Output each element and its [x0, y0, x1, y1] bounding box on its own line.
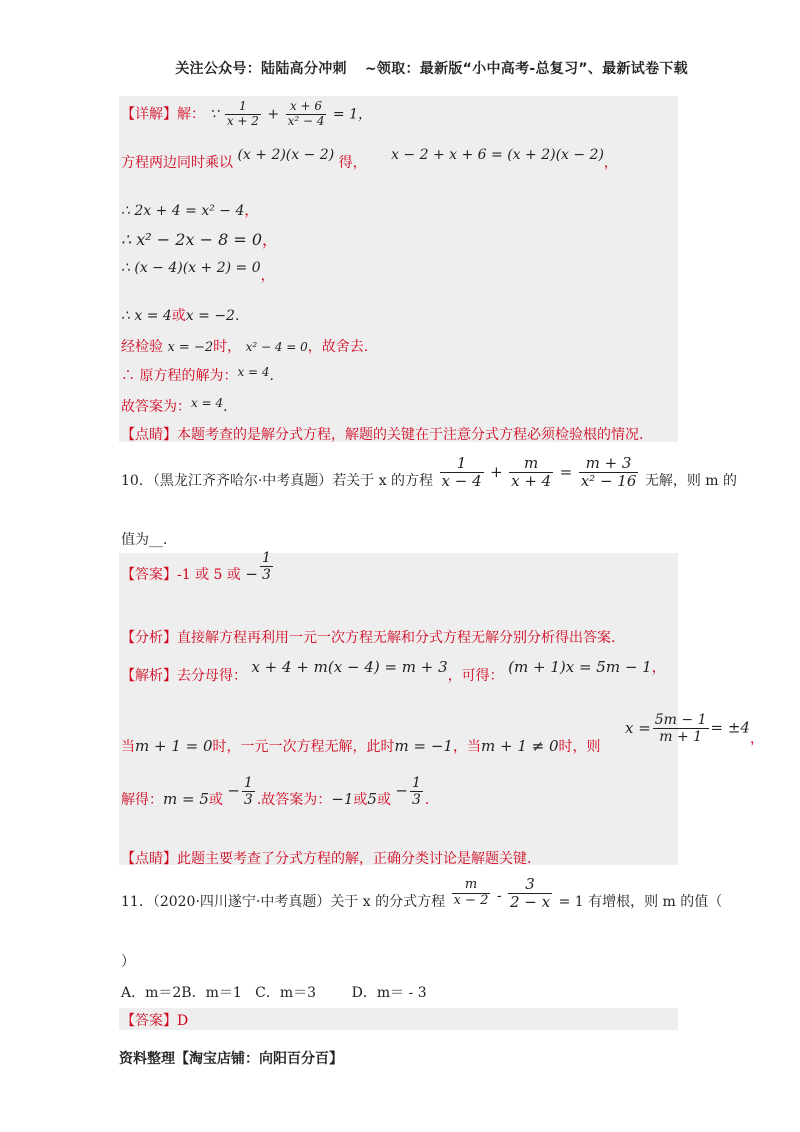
x-fraction	[653, 712, 709, 745]
answer-expr-9: x = 4	[191, 396, 224, 410]
case-value-1: m = −1	[394, 736, 453, 755]
or-text: 或	[171, 308, 186, 324]
solve-frac-den: 3	[243, 792, 253, 809]
solution-line	[121, 365, 274, 385]
solution-block-10	[119, 553, 678, 865]
answer-frac-10-num: 1	[261, 550, 271, 566]
question-11-line-2: ）	[121, 954, 135, 970]
q11-frac-b-den: 2 − x	[510, 893, 551, 912]
step-2	[121, 227, 278, 250]
fraction-2	[286, 100, 327, 129]
q11-frac-a-num: m	[452, 878, 491, 894]
question-11	[121, 876, 722, 912]
check-expr: x = −2	[167, 340, 214, 355]
solve-frac-2-den: 3	[411, 792, 421, 809]
multiply-result: x − 2 + x + 6 = (x + 2)(x − 2)	[391, 147, 604, 163]
answer-tag-11: 【答案】	[121, 1013, 177, 1029]
x-fraction-num: 5m − 1	[654, 712, 707, 728]
x-end: ，	[749, 730, 764, 747]
step-3-expr: ∴ (x − 4)(x + 2) = 0	[121, 260, 261, 276]
step-1-expr: ∴ 2x + 4 = x² − 4	[121, 203, 245, 219]
answer-block-11	[119, 1008, 678, 1030]
q10-frac-a-den: x − 4	[441, 472, 482, 491]
case-cond-2: m + 1 ≠ 0	[480, 736, 559, 755]
check-when: 时，	[213, 339, 242, 355]
detail-line	[121, 100, 372, 129]
analysis-text: 直接解方程再利用一元一次方程无解和分式方程无解分别分析得出答案.	[177, 630, 616, 646]
solve-or-2: 或	[353, 791, 368, 808]
solve-text: 解得：	[121, 791, 163, 808]
step-2-expr: ∴ x² − 2x − 8 = 0	[121, 230, 262, 249]
detail-tag: 【详解】	[121, 106, 177, 123]
step-3-punct: ，	[260, 268, 275, 284]
x-fraction-den: m + 1	[659, 729, 703, 746]
question-10-prefix: 10．（黑龙江齐齐哈尔·中考真题）若关于 x 的方程	[121, 472, 434, 489]
question-11-prefix: 11．（2020·四川遂宁·中考真题）关于 x 的分式方程	[121, 893, 446, 910]
question-10-line-2: 值为__.	[121, 532, 168, 548]
plus-sign: +	[267, 106, 280, 123]
question-10-suffix: 无解，则 m 的	[644, 472, 738, 489]
check-text: 经检验	[121, 339, 163, 355]
solve-frac	[242, 775, 255, 808]
dot: .	[234, 308, 240, 324]
q10-frac-b-num: m	[509, 455, 553, 473]
case-text-3: 时，则	[558, 738, 601, 755]
step-4-expr-a: ∴ x = 4	[121, 308, 172, 324]
solution-text: ∴ 原方程的解为：	[121, 368, 238, 384]
solution-expr: x = 4	[237, 365, 270, 379]
answer-line-10	[121, 550, 275, 584]
solve-line	[121, 775, 429, 808]
answer-frac-10	[260, 550, 273, 583]
solve-or: 或	[208, 791, 223, 808]
answer-frac-10-den: 3	[261, 567, 271, 584]
page-footer: 资料整理【淘宝店铺：向阳百分百】	[119, 1051, 343, 1067]
comment-text-10: 此题主要考查了分式方程的解，正确分类讨论是解题关键.	[177, 851, 532, 867]
solve-value-1: −1	[331, 789, 354, 808]
q10-plus: +	[490, 462, 503, 481]
header-left: 关注公众号：陆陆高分冲刺	[175, 61, 347, 77]
answer-value-11: D	[177, 1013, 189, 1029]
step-3	[121, 257, 275, 284]
comment-line-9	[121, 424, 643, 444]
because-symbol: ∵	[209, 106, 219, 123]
answer-text-10: -1 或 5 或	[177, 566, 241, 583]
q11-frac-b-num: 3	[508, 876, 552, 894]
solve-or-3: 或	[376, 791, 391, 808]
solve-answer-text: .故答案为：	[256, 791, 332, 808]
q10-frac-b	[509, 455, 553, 491]
q11-minus: -	[496, 887, 502, 904]
fraction-1-num: 1	[225, 100, 261, 115]
jiexi-line	[121, 657, 666, 684]
jiexi-tag: 【解析】	[121, 668, 177, 684]
solve-frac-num: 1	[243, 775, 253, 791]
x-result: = ±4	[710, 718, 750, 737]
jiexi-mid: ，可得：	[447, 668, 504, 684]
detail-text: 解：	[177, 106, 205, 123]
check-end: ，故舍去.	[307, 339, 369, 355]
answer-line-9	[121, 396, 228, 416]
step-4	[121, 305, 239, 325]
solve-expr: m = 5	[163, 789, 209, 808]
jiexi-expr-2: (m + 1)x = 5m − 1	[508, 658, 652, 676]
q10-equals: =	[559, 462, 573, 481]
solve-minus: −	[227, 781, 240, 800]
q11-frac-a	[452, 878, 491, 909]
comment-line-10	[121, 848, 531, 868]
step-2-punct: ，	[262, 230, 279, 249]
case-cond-1: m + 1 = 0	[135, 736, 213, 755]
q10-frac-c-num: m + 3	[579, 455, 639, 473]
step-4-expr-b: x = −2	[185, 308, 235, 324]
check-line	[121, 336, 368, 356]
jiexi-expr-1: x + 4 + m(x − 4) = m + 3	[251, 658, 448, 676]
solve-value-2: 5	[367, 789, 377, 808]
q10-frac-a-num: 1	[440, 455, 484, 473]
jiexi-end: ，	[651, 660, 666, 676]
answer-tag-10: 【答案】	[121, 566, 177, 583]
answer-line-11	[121, 1010, 188, 1030]
solve-end: .	[424, 791, 430, 808]
answer-dot-9: .	[223, 399, 228, 415]
solution-dot: .	[269, 368, 274, 384]
analysis-tag: 【分析】	[121, 630, 177, 646]
q10-frac-c-den: x² − 16	[580, 472, 637, 491]
page-header	[175, 58, 688, 78]
solve-frac-2-num: 1	[411, 775, 421, 791]
q10-frac-b-den: x + 4	[511, 472, 552, 491]
case-line	[121, 712, 764, 755]
case-when: 当	[121, 738, 135, 755]
check-expr-2: x² − 4 = 0	[245, 340, 308, 354]
question-11-suffix: = 1 有增根，则 m 的值（	[558, 893, 723, 910]
step-1-punct: ，	[244, 203, 259, 219]
solve-frac-2	[410, 775, 423, 808]
get-text: 得，	[338, 155, 367, 171]
equals-one: = 1，	[332, 106, 373, 123]
comma: ，	[603, 155, 618, 171]
question-11-options: A．m＝2B．m＝1 C．m＝3 D．m＝ - 3	[121, 985, 427, 1001]
x-equals: x =	[624, 718, 651, 737]
analysis-line	[121, 627, 615, 647]
comment-text-9: 本题考查的是解分式方程，解题的关键在于注意分式方程必须检验根的情况.	[177, 427, 644, 443]
multiply-line	[121, 147, 618, 172]
multiply-text: 方程两边同时乘以	[121, 155, 233, 171]
fraction-1-den: x + 2	[226, 113, 259, 128]
answer-text-9: 故答案为：	[121, 399, 191, 415]
step-1	[121, 200, 258, 220]
answer-minus-10: −	[245, 564, 258, 583]
solve-minus-2: −	[395, 781, 408, 800]
fraction-2-den: x² − 4	[287, 113, 325, 128]
comment-tag-10: 【点睛】	[121, 851, 177, 867]
fraction-1	[225, 100, 261, 129]
fraction-2-num: x + 6	[286, 100, 327, 115]
jiexi-text: 去分母得：	[177, 668, 247, 684]
q11-frac-b	[508, 876, 552, 912]
header-right: ~领取：最新版“小中高考-总复习”、最新试卷下载	[364, 61, 688, 77]
comment-tag-9: 【点睛】	[121, 427, 177, 443]
multiply-expr: (x + 2)(x − 2)	[237, 147, 335, 163]
q10-frac-a	[440, 455, 484, 491]
case-text-2: ，当	[452, 738, 481, 755]
q10-frac-c	[579, 455, 639, 491]
question-10	[121, 455, 737, 491]
case-text-1: 时，一元一次方程无解，此时	[212, 738, 395, 755]
q11-frac-a-den: x − 2	[453, 893, 489, 909]
